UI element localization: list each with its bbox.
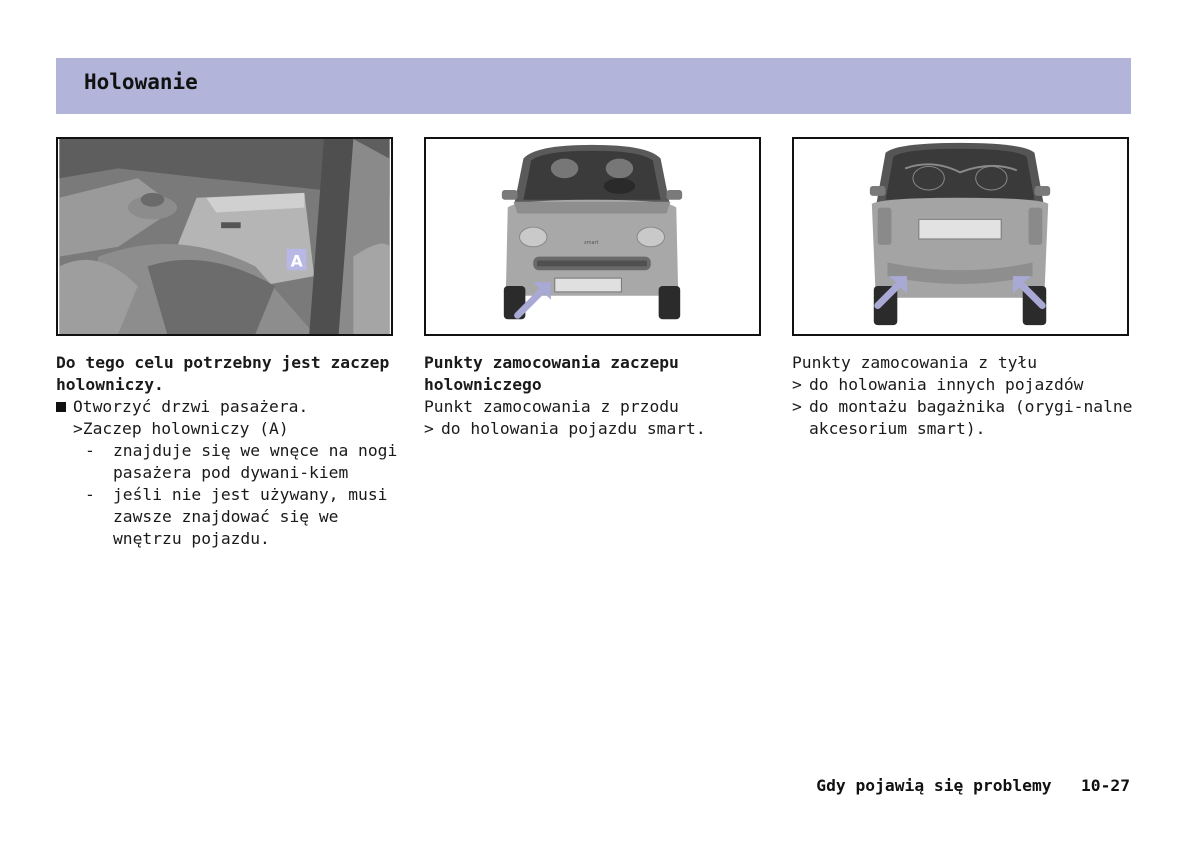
car-front-illustration bbox=[426, 139, 759, 334]
left-dash-text-1: znajduje się we wnęce na nogi pasażera pod dywani-kiem bbox=[113, 441, 398, 482]
left-note: >Zaczep holowniczy (A) bbox=[73, 419, 289, 438]
square-bullet-icon bbox=[56, 402, 66, 412]
right-list-item: > do montażu bagażnika (orygi-nalne akcesorium smart). bbox=[792, 396, 1137, 440]
figure-label-a: A bbox=[290, 251, 303, 271]
left-dash-item: - jeśli nie jest używany, musi zawsze znajdować się we wnętrzu pojazdu. bbox=[56, 484, 401, 550]
left-step bbox=[56, 396, 401, 418]
right-list-item: > do holowania innych pojazdów bbox=[792, 374, 1137, 396]
figure-car-front bbox=[424, 137, 761, 336]
page-footer bbox=[816, 776, 1130, 795]
figure-interior-footwell bbox=[56, 137, 393, 336]
left-heading: Do tego celu potrzebny jest zaczep holowniczy. bbox=[56, 353, 390, 394]
left-dash-item: - znajduje się we wnęce na nogi pasażera pod dywani-kiem bbox=[56, 440, 401, 484]
column-left bbox=[56, 352, 401, 550]
column-right bbox=[792, 352, 1137, 440]
middle-heading: Punkty zamocowania zaczepu holowniczego bbox=[424, 353, 679, 394]
interior-illustration bbox=[58, 139, 391, 334]
column-middle bbox=[424, 352, 769, 440]
car-front-badge: smart bbox=[584, 239, 599, 246]
middle-item-1: do holowania pojazdu smart. bbox=[441, 419, 706, 438]
header-bar bbox=[56, 58, 1131, 114]
page-number: 10-27 bbox=[1080, 776, 1130, 795]
middle-text: Punkt zamocowania z przodu bbox=[424, 397, 679, 416]
right-item-2: do montażu bagażnika (orygi-nalne akcesorium smart). bbox=[809, 397, 1133, 438]
middle-list-item: > do holowania pojazdu smart. bbox=[424, 418, 769, 440]
page-title: Holowanie bbox=[84, 70, 198, 94]
left-dash-text-2: jeśli nie jest używany, musi zawsze znajdować się we wnętrzu pojazdu. bbox=[113, 485, 388, 548]
figure-car-rear bbox=[792, 137, 1129, 336]
left-step-text: Otworzyć drzwi pasażera. bbox=[73, 397, 309, 416]
car-rear-illustration bbox=[794, 139, 1127, 334]
footer-section: Gdy pojawią się problemy bbox=[816, 776, 1052, 795]
right-text: Punkty zamocowania z tyłu bbox=[792, 353, 1038, 372]
right-item-1: do holowania innych pojazdów bbox=[809, 375, 1084, 394]
